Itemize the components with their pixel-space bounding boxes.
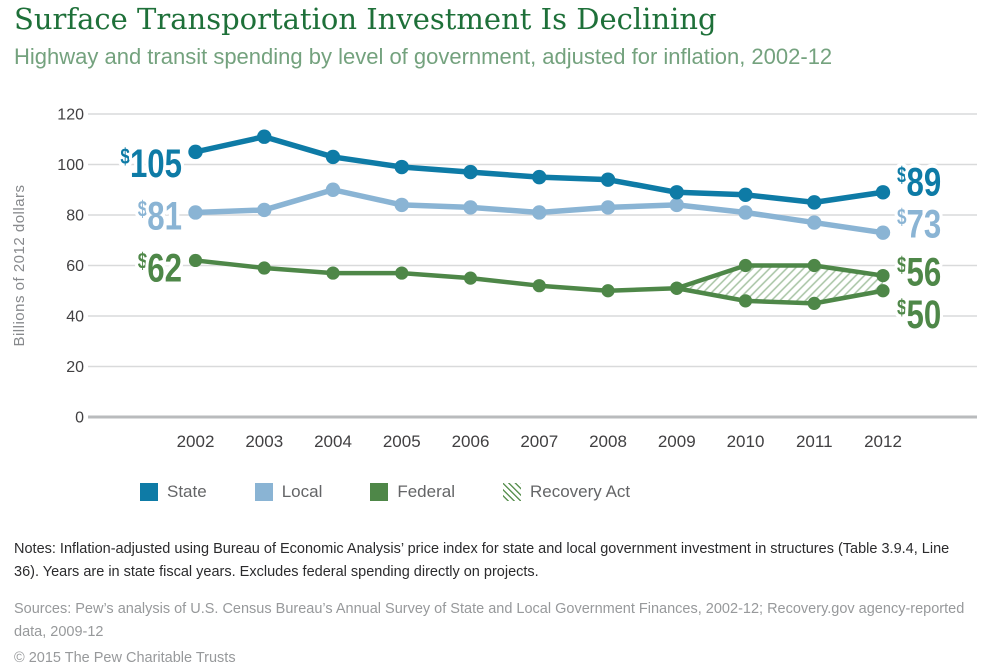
data-point-federal xyxy=(876,284,889,297)
data-point-federal xyxy=(189,254,202,267)
data-point-federal xyxy=(464,272,477,285)
x-year-label: 2012 xyxy=(864,432,902,451)
legend-label-local: Local xyxy=(281,482,323,501)
data-point-local xyxy=(188,205,202,219)
x-year-label: 2007 xyxy=(520,432,559,451)
x-year-label: 2011 xyxy=(795,432,833,451)
value-label-left-federal: $62 xyxy=(137,245,182,291)
legend-label-state: State xyxy=(167,482,207,501)
y-tick-label: 0 xyxy=(75,409,84,427)
y-tick-label: 20 xyxy=(66,359,84,376)
value-label-right-state: $89 xyxy=(897,159,942,205)
federal-swatch-icon xyxy=(370,483,388,501)
legend-label-federal: Federal xyxy=(397,482,455,501)
value-label-left-state: $105 xyxy=(120,141,182,186)
data-point-state xyxy=(670,185,684,199)
state-swatch-icon xyxy=(140,483,158,501)
data-point-state xyxy=(463,165,477,179)
data-point-local xyxy=(601,200,615,214)
value-label-right-federal: $56 xyxy=(897,249,942,295)
x-year-label: 2004 xyxy=(314,432,352,451)
x-year-label: 2002 xyxy=(176,432,215,451)
y-tick-label: 120 xyxy=(57,106,84,124)
data-point-state xyxy=(532,170,546,184)
data-point-state xyxy=(188,145,202,159)
copyright-text: © 2015 The Pew Charitable Trusts xyxy=(14,650,236,666)
data-point-federal xyxy=(533,279,546,292)
data-point-federal xyxy=(739,294,752,307)
legend-item-state xyxy=(140,482,207,502)
legend xyxy=(140,482,678,502)
data-point-state xyxy=(738,188,752,202)
x-year-label: 2010 xyxy=(726,432,765,451)
value-label-right-federal: $50 xyxy=(897,292,942,337)
value-label-right-local: $73 xyxy=(897,201,942,247)
local-swatch-icon xyxy=(255,483,273,501)
data-point-local xyxy=(463,200,477,214)
data-point-local xyxy=(876,225,890,239)
data-point-federal xyxy=(601,284,614,297)
data-point-local xyxy=(670,198,684,212)
data-point-local xyxy=(395,198,409,212)
data-point-federal xyxy=(258,261,271,274)
data-point-recovery-act xyxy=(808,259,821,272)
y-axis-label: Billions of 2012 dollars xyxy=(11,184,28,347)
data-point-local xyxy=(257,203,271,217)
y-tick-label: 80 xyxy=(66,207,84,225)
x-year-label: 2005 xyxy=(382,432,421,451)
sources-text: Sources: Pew’s analysis of U.S. Census Bureau’s Annual Survey of State and Local Government Finances, 2002-12; Recovery.gov agency-reported data, 2009-12 xyxy=(14,601,965,640)
data-point-state xyxy=(807,195,821,209)
spending-line-chart xyxy=(0,92,990,472)
x-year-label: 2008 xyxy=(589,432,627,451)
notes-text: Notes: Inflation-adjusted using Bureau of Economic Analysis’ price index for state and local government investment in structures (Table 3.9.4, Line 36). Years are in state fiscal years. Excludes federal spending directly on projects. xyxy=(14,541,950,580)
page-subtitle: Highway and transit spending by level of government, adjusted for inflation, 2002-12 xyxy=(14,44,833,69)
data-point-state xyxy=(326,150,340,164)
data-point-federal xyxy=(670,282,683,295)
legend-label-recovery-act: Recovery Act xyxy=(529,482,631,501)
legend-item-recovery-act xyxy=(503,482,630,502)
value-label-left-local: $81 xyxy=(137,193,182,239)
data-point-local xyxy=(326,183,340,197)
data-point-local xyxy=(807,215,821,229)
legend-item-local xyxy=(255,482,323,502)
data-point-federal xyxy=(326,266,339,279)
data-point-recovery-act xyxy=(876,269,889,282)
y-tick-label: 100 xyxy=(57,157,84,174)
data-point-federal xyxy=(395,266,408,279)
data-point-state xyxy=(601,172,615,186)
data-point-local xyxy=(738,205,752,219)
footer xyxy=(14,538,976,666)
data-point-state xyxy=(257,130,271,144)
page-title: Surface Transportation Investment Is Declining xyxy=(14,2,717,36)
data-point-federal xyxy=(808,297,821,310)
legend-item-federal xyxy=(370,482,455,502)
data-point-local xyxy=(532,205,546,219)
x-year-label: 2006 xyxy=(451,432,490,451)
data-point-state xyxy=(876,185,890,199)
series-line-state xyxy=(196,137,884,203)
x-year-label: 2003 xyxy=(245,432,284,451)
data-point-state xyxy=(395,160,409,174)
recovery-act-hatch-swatch-icon xyxy=(503,483,521,501)
y-tick-label: 40 xyxy=(66,308,84,326)
data-point-recovery-act xyxy=(739,259,752,272)
y-tick-label: 60 xyxy=(66,258,84,275)
x-year-label: 2009 xyxy=(657,432,696,451)
